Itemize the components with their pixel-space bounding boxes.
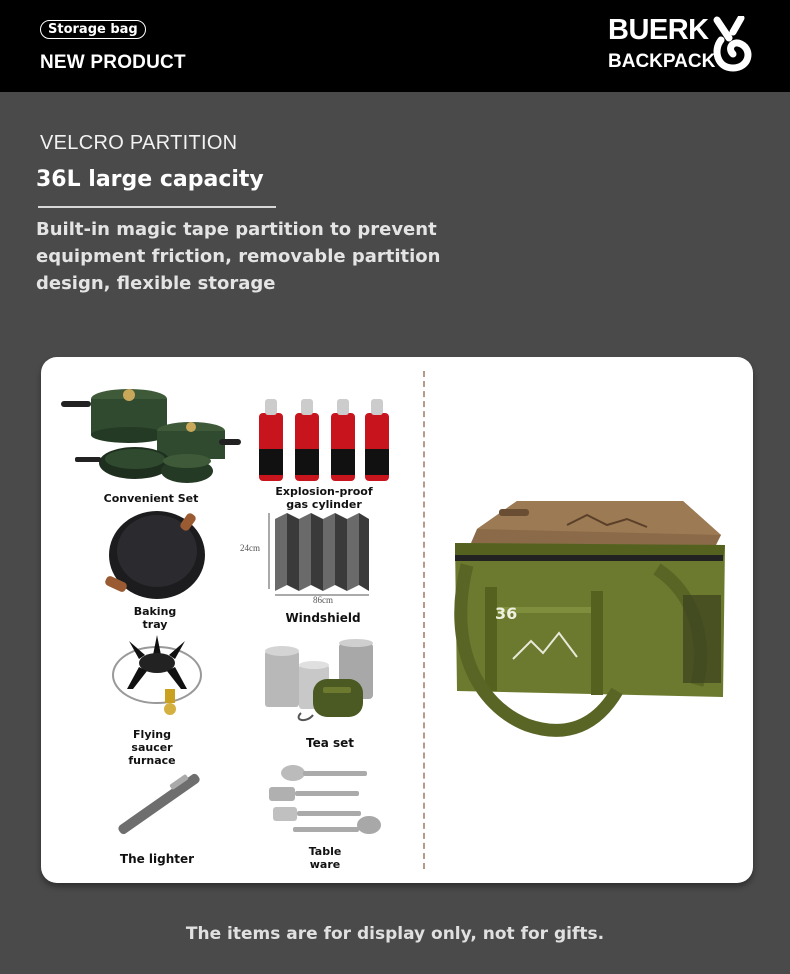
tableware-image	[263, 759, 387, 843]
item-label-convenient-set: Convenient Set	[103, 492, 199, 505]
baking-tray-image	[99, 509, 219, 603]
velcro-partition-subtitle: VELCRO PARTITION	[40, 132, 238, 154]
dashed-divider	[423, 371, 425, 869]
storage-bag-image	[447, 495, 731, 751]
windshield-image	[267, 509, 373, 597]
product-card	[41, 357, 753, 883]
item-label-stove: Flying saucer furnace	[128, 728, 176, 767]
heading-underline	[38, 206, 276, 208]
item-label-tea-set: Tea set	[305, 736, 355, 750]
gas-cylinder-image	[255, 399, 393, 483]
brand-logo-icon	[711, 16, 755, 74]
item-label-gas-cylinder: Explosion-proof gas cylinder	[275, 485, 373, 511]
cookware-set-image	[59, 379, 241, 485]
tea-set-image	[261, 639, 391, 723]
storage-bag-tag: Storage bag	[40, 20, 146, 39]
brand-name: BUERK	[608, 14, 709, 46]
item-label-tableware: Table ware	[308, 845, 342, 871]
windshield-width-dim: 86cm	[313, 595, 333, 605]
windshield-height-dim: 24cm	[240, 543, 260, 553]
description-text: Built-in magic tape partition to prevent equipment friction, removable partition design, flexible storage	[36, 219, 441, 294]
item-label-baking-tray: Baking tray	[133, 605, 177, 631]
footer-note: The items are for display only, not for gifts.	[185, 924, 605, 944]
bag-capacity-mark: 36	[495, 604, 518, 623]
brand-subname: BACKPACK	[608, 51, 716, 72]
item-label-lighter: The lighter	[119, 852, 195, 866]
capacity-heading: 36L large capacity	[36, 167, 264, 192]
stove-burner-image	[109, 633, 209, 725]
new-product-title: NEW PRODUCT	[40, 52, 186, 73]
lighter-image	[109, 765, 201, 841]
item-label-windshield: Windshield	[285, 611, 361, 625]
header-bar	[0, 0, 790, 92]
